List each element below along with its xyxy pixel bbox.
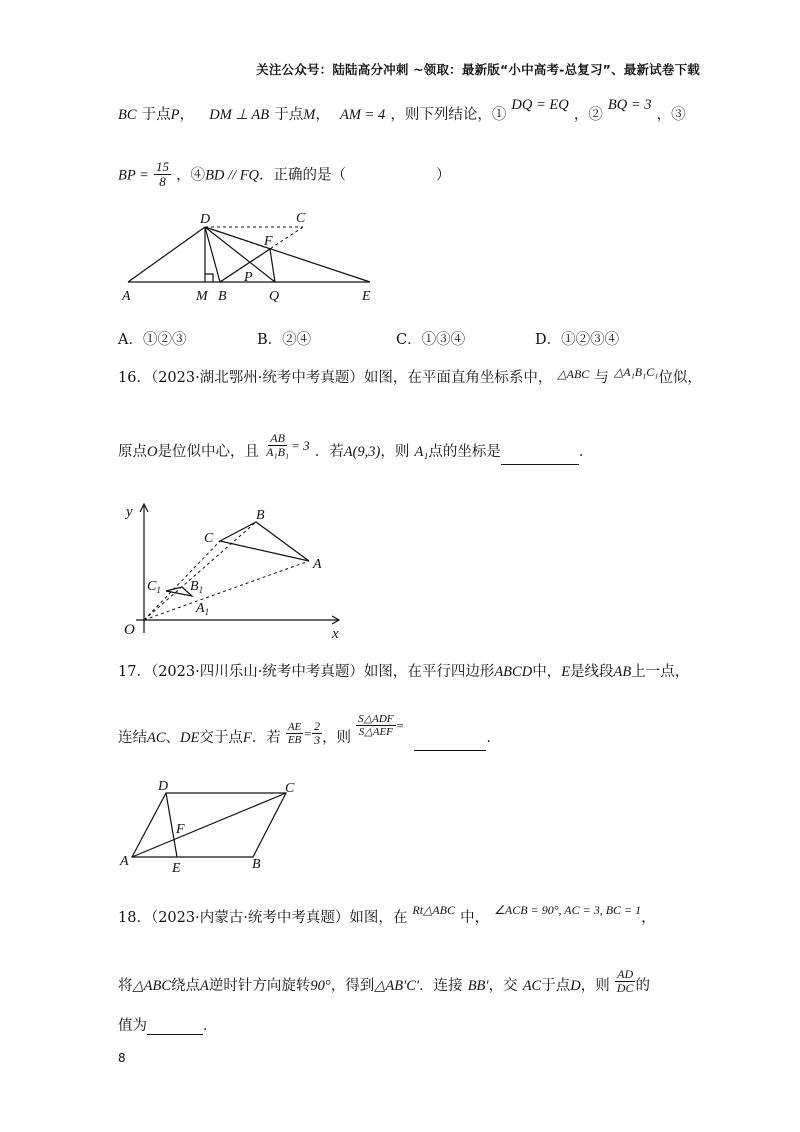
text: ，②	[573, 107, 603, 123]
text: 将	[118, 978, 133, 995]
text: 与	[594, 370, 609, 386]
frac-num: AE	[287, 721, 302, 734]
option-b[interactable]: B．②④	[257, 332, 312, 348]
label-e: E	[172, 861, 181, 873]
text: ．连接	[419, 978, 463, 995]
point-a: A	[200, 978, 209, 995]
fraction-ab-a1b1	[264, 432, 291, 459]
frac-num: AD	[617, 967, 634, 981]
math-tri-abc: △ABC	[557, 367, 590, 381]
label-b: B	[218, 289, 227, 304]
label-f: F	[176, 822, 185, 837]
label-c: C	[204, 531, 214, 546]
text: ，④	[176, 167, 206, 184]
answer-blank[interactable]	[414, 750, 486, 751]
fraction-area-ratio	[356, 713, 395, 738]
label-f: F	[264, 234, 273, 249]
text: 逆时针方向旋转	[208, 978, 311, 995]
tri-name: A₁B₁C₁	[623, 365, 659, 379]
frac-den: S△AEF	[358, 726, 393, 739]
fraction-bp	[154, 160, 171, 190]
text: 于点	[141, 107, 171, 123]
math-ac: AC	[147, 730, 166, 747]
text: ，则	[380, 444, 410, 461]
q16-figure	[118, 498, 358, 646]
math-abcd: ABCD	[494, 664, 533, 680]
text: 值为	[118, 1018, 147, 1034]
label-a: A	[122, 289, 131, 304]
math-bc: BC	[118, 107, 137, 123]
label-d: D	[158, 779, 169, 794]
page-number: 8	[118, 1051, 126, 1065]
text: ，③	[656, 107, 686, 123]
frac-num: 15	[155, 159, 169, 174]
q18-line1	[118, 903, 656, 927]
answer-blank[interactable]	[147, 1034, 203, 1035]
text: 点的坐标是	[428, 444, 501, 461]
math-bp: BP =	[118, 167, 149, 184]
point-f: F	[242, 730, 252, 747]
q17-line2	[118, 713, 501, 751]
text: ，则	[580, 978, 610, 995]
text: 位似，	[658, 370, 702, 386]
text: ．若	[314, 444, 344, 461]
label-m: M	[196, 289, 208, 304]
text: ，则	[322, 730, 352, 747]
equals: =	[303, 726, 313, 742]
label-y: y	[126, 504, 133, 520]
label-c: C	[296, 211, 306, 226]
triangle-abc	[220, 522, 309, 561]
math-ac: AC	[522, 978, 542, 995]
line-ad	[128, 227, 205, 282]
equals: =	[395, 718, 405, 734]
text: 中，	[532, 664, 562, 680]
question-number: 17．	[118, 664, 151, 680]
point-p: P	[170, 107, 180, 123]
frac-num: 2	[314, 719, 321, 733]
answer-blank[interactable]	[501, 464, 579, 465]
text: ．	[578, 444, 594, 461]
math-bd-fq: BD // FQ	[205, 167, 260, 184]
label-a: A	[313, 557, 322, 572]
frac-num: AB	[270, 431, 285, 445]
point-a1: A₁	[414, 444, 429, 461]
text: ，得到	[330, 978, 375, 995]
fraction-ae-eb	[286, 721, 303, 746]
question-number: 16．	[118, 370, 151, 386]
math-rt-abc: Rt△ABC	[412, 903, 455, 917]
frac-den: 8	[159, 174, 166, 190]
q15-line2	[118, 160, 451, 190]
label-c1: $C_1$	[147, 579, 161, 595]
question-source: （2023·四川乐山·统考中考真题）如图，在平行四边形	[150, 664, 495, 680]
option-c[interactable]: C．①③④	[396, 332, 466, 348]
question-source: （2023·湖北鄂州·统考中考真题）如图，在平面直角坐标系中，	[150, 370, 553, 386]
text: ，	[641, 910, 656, 926]
tri-symbol: △	[614, 365, 624, 379]
math-condition: ∠ACB = 90°, AC = 3, BC = 1	[494, 903, 642, 917]
q16-line1	[118, 366, 702, 387]
label-q: Q	[269, 289, 280, 304]
point-o: O	[147, 444, 158, 461]
text: ，交	[488, 978, 518, 995]
point-e: E	[561, 664, 571, 680]
q18-line3	[118, 1014, 218, 1035]
math-tri-abc: △ABC	[132, 978, 172, 995]
label-e: E	[362, 289, 371, 304]
option-a[interactable]: A．①②③	[118, 332, 187, 348]
text: 绕点	[171, 978, 201, 995]
text: ．正确的是（	[259, 167, 347, 184]
page-header: 关注公众号：陆陆高分冲刺 ~领取：最新版“小中高考-总复习”、最新试卷下载	[256, 62, 700, 77]
label-b1: $B_1$	[190, 579, 204, 595]
frac-den: 3	[314, 733, 321, 748]
triangle-a1b1c1	[166, 587, 192, 596]
q18-line2	[118, 967, 650, 999]
math-dq-eq: DQ = EQ	[511, 97, 569, 113]
text: 原点	[118, 444, 147, 461]
math-bq3: BQ = 3	[607, 97, 652, 113]
label-a1: $A_1$	[196, 601, 210, 617]
math-am4: AM = 4	[340, 107, 386, 123]
text: 连结	[118, 730, 147, 747]
fraction-2-3	[312, 720, 322, 747]
text: 是位似中心，且	[157, 444, 259, 461]
frac-den: A₁B₁	[266, 445, 290, 460]
q17-line1	[118, 660, 689, 681]
text: 的	[635, 978, 650, 995]
math-90deg: 90°	[310, 978, 331, 995]
label-b: B	[252, 857, 261, 872]
text: 于点	[274, 107, 304, 123]
math-ab: AB	[613, 664, 632, 680]
label-a: A	[120, 854, 129, 869]
line-fq	[270, 249, 275, 282]
q15-figure	[118, 205, 388, 305]
text: 于点	[541, 978, 571, 995]
math-bb1: BB′	[467, 978, 489, 995]
q15-line1: BC 于点P， DM ⊥ AB 于点M， AM = 4 ，则下列结论，① DQ = EQ ，② BQ = 3 ，③	[118, 97, 686, 123]
label-c: C	[285, 781, 295, 796]
label-d: D	[200, 212, 211, 227]
question-number: 18．	[118, 910, 151, 926]
question-source: （2023·内蒙古·统考中考真题）如图，在	[150, 910, 408, 926]
frac-den: DC	[616, 981, 634, 996]
q17-figure	[118, 775, 308, 873]
text: 中，	[460, 910, 490, 926]
ratio-value: = 3	[291, 438, 310, 454]
math-tri-ab1c1: △AB′C′	[374, 978, 420, 995]
q16-line2	[118, 431, 594, 465]
text: 、	[165, 730, 181, 747]
point-d: D	[570, 978, 581, 995]
frac-num: S△ADF	[358, 713, 394, 726]
label-o: O	[124, 622, 135, 638]
point-m: M	[303, 107, 316, 123]
text: 交于点	[199, 730, 243, 747]
text: ．	[203, 1018, 218, 1034]
label-p: P	[244, 270, 253, 285]
math-de: DE	[180, 730, 200, 747]
text: 是线段	[570, 664, 614, 680]
text: ，则下列结论，①	[390, 107, 507, 123]
text: ．	[486, 730, 501, 747]
label-x: x	[332, 626, 339, 642]
text: 上一点，	[631, 664, 690, 680]
fraction-ad-dc	[615, 968, 636, 995]
line-ac	[132, 793, 286, 857]
math-tri-a1b1c1	[614, 365, 658, 379]
right-angle-mark	[205, 274, 213, 282]
label-b: B	[256, 508, 265, 523]
option-d[interactable]: D．①②③④	[535, 332, 620, 348]
dashed-cb	[220, 227, 303, 282]
math-dm-perp-ab: DM ⊥ AB	[209, 107, 270, 123]
text: ）	[436, 167, 451, 184]
frac-den: EB	[287, 734, 302, 747]
math-a-coord: A(9,3)	[343, 444, 381, 461]
text: ．若	[251, 730, 281, 747]
